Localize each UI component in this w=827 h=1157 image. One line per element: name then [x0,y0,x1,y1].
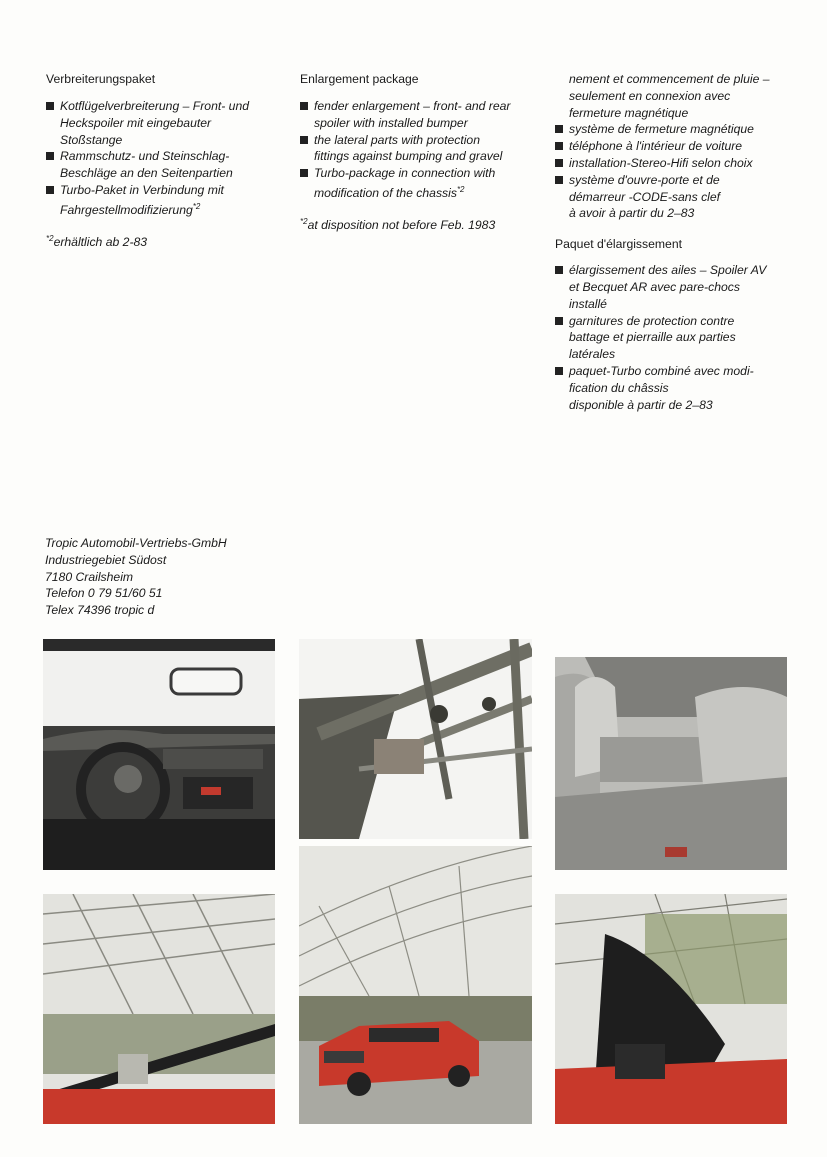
address-line: Telefon 0 79 51/60 51 [45,586,163,601]
photo-soft-top-raised [555,894,787,1124]
list-item: téléphone à l'intérieur de voiture [555,138,795,155]
photo-roof-frame-mechanism [299,639,532,839]
company-address [45,535,227,619]
photo-red-convertible [299,846,532,1124]
address-line: Tropic Automobil-Vertriebs-GmbH [45,536,227,550]
address-line: 7180 Crailsheim [45,569,134,584]
german-list [46,98,286,219]
list-item: Turbo-package in connection with modification of the chassis$^{*2}$ [300,165,540,202]
english-footnote: $^{*2}$at disposition not before Feb. 1983 [300,216,496,232]
english-heading: Enlargement package [300,72,419,86]
english-list [300,98,540,202]
french-continuation: nement et commencement de pluie – seulement en connexion avec fermeture magnétique [569,72,770,120]
address-line: Telex 74396 tropic d [45,603,155,618]
french-list-top [555,121,795,222]
list-item: installation-Stereo-Hifi selon choix [555,155,795,172]
footnote-marker: *2 [192,201,201,211]
list-item: élargissement des ailes – Spoiler AV et Becquet AR avec pare-chocs installé [555,262,795,312]
french-list-bottom [555,262,795,413]
list-item: paquet-Turbo combiné avec modi- fication du châssis disponible à partir de 2–83 [555,363,795,413]
english-column [300,71,540,234]
list-item: système de fermeture magnétique [555,121,795,138]
list-item: Rammschutz- und Steinschlag- Beschläge an den Seitenpartien [46,148,286,182]
list-item: système d'ouvre-porte et de démarreur -CODE-sans clef à avoir à partir du 2–83 [555,172,795,222]
german-heading: Verbreiterungspaket [46,72,156,86]
german-footnote: $^{*2}$erhältlich ab 2-83 [46,233,148,249]
german-column [46,71,286,251]
photo-rear-seats [555,657,787,870]
list-item: fender enlargement – front- and rear spoiler with installed bumper [300,98,540,132]
address-line: Industriegebiet Südost [45,552,167,567]
list-item: Turbo-Paket in Verbindung mit Fahrgestellmodifizierung$^{*2}$ [46,182,286,219]
french-heading: Paquet d'élargissement [555,237,682,252]
photo-windshield-frame [43,894,275,1124]
french-column [555,71,795,413]
footnote-marker: *2 [456,184,465,194]
photo-dashboard-interior [43,639,275,870]
list-item: Kotflügelverbreiterung – Front- und Heckspoiler mit eingebauter Stoßstange [46,98,286,148]
list-item: garnitures de protection contre battage et pierraille aux parties latérales [555,313,795,363]
list-item: the lateral parts with protection fittings against bumping and gravel [300,132,540,166]
